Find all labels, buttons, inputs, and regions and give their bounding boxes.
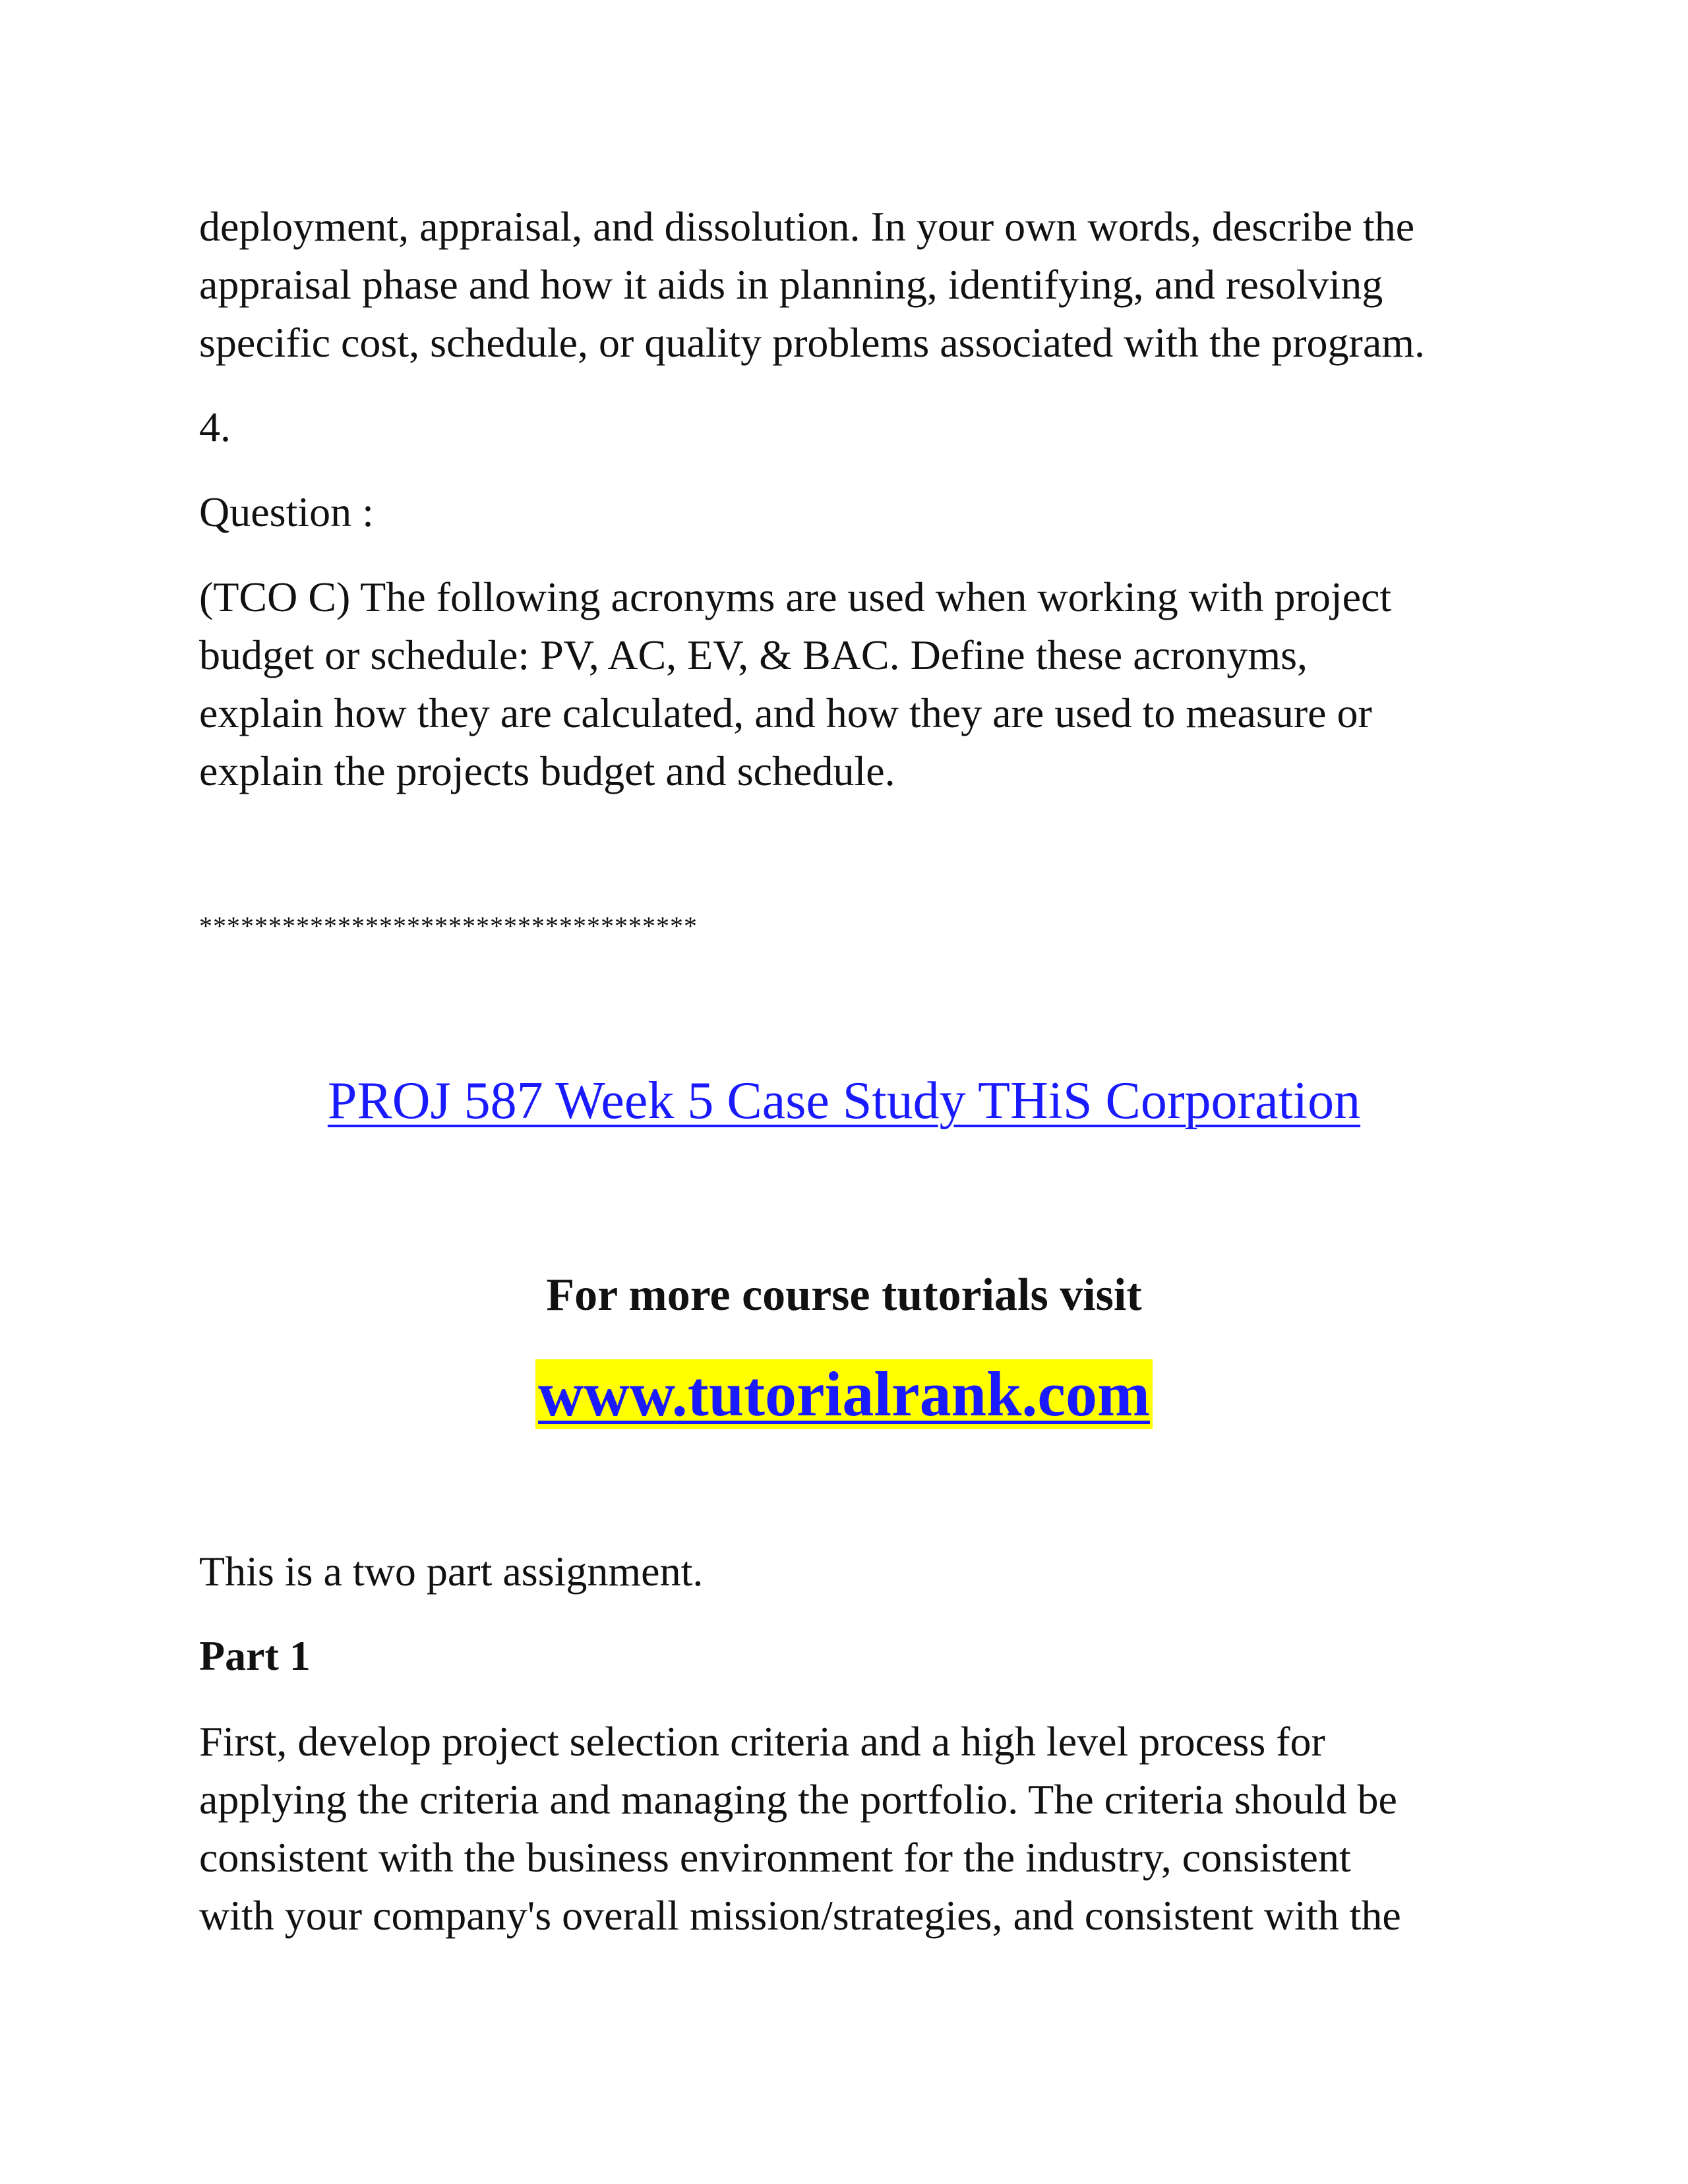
site-link[interactable]: www.tutorialrank.com <box>535 1359 1153 1429</box>
course-title-row <box>0 1068 1688 1134</box>
paragraph-line: deployment, appraisal, and dissolution. In your own words, describe the <box>199 203 1415 250</box>
intro-text: This is a two part assignment. <box>199 1548 704 1595</box>
visit-text: For more course tutorials visit <box>546 1270 1142 1320</box>
question-line: explain how they are calculated, and how they are used to measure or <box>199 690 1372 736</box>
question-line: budget or schedule: PV, AC, EV, & BAC. Define these acronyms, <box>199 632 1308 678</box>
part-line: with your company's overall mission/strategies, and consistent with the <box>199 1892 1401 1939</box>
question-label: Question : <box>199 488 374 535</box>
paragraph-line: specific cost, schedule, or quality problems associated with the program. <box>199 319 1426 366</box>
part-line: applying the criteria and managing the portfolio. The criteria should be <box>199 1776 1397 1823</box>
part-text <box>199 1713 1518 1945</box>
paragraph-line: appraisal phase and how it aids in planning, identifying, and resolving <box>199 261 1383 308</box>
part-line: First, develop project selection criteria and a high level process for <box>199 1718 1325 1765</box>
course-link[interactable]: PROJ 587 Week 5 Case Study THiS Corporation <box>327 1072 1361 1130</box>
question-line: (TCO C) The following acronyms are used when working with project <box>199 574 1392 620</box>
part-heading: Part 1 <box>199 1632 311 1679</box>
site-link-row <box>0 1359 1688 1429</box>
question-text <box>199 568 1518 800</box>
part-line: consistent with the business environment for the industry, consistent <box>199 1834 1351 1881</box>
question-line: explain the projects budget and schedule. <box>199 748 895 794</box>
paragraph-appraisal <box>199 198 1518 372</box>
separator-stars: ************************************ <box>199 911 698 941</box>
question-number: 4. <box>199 403 231 450</box>
